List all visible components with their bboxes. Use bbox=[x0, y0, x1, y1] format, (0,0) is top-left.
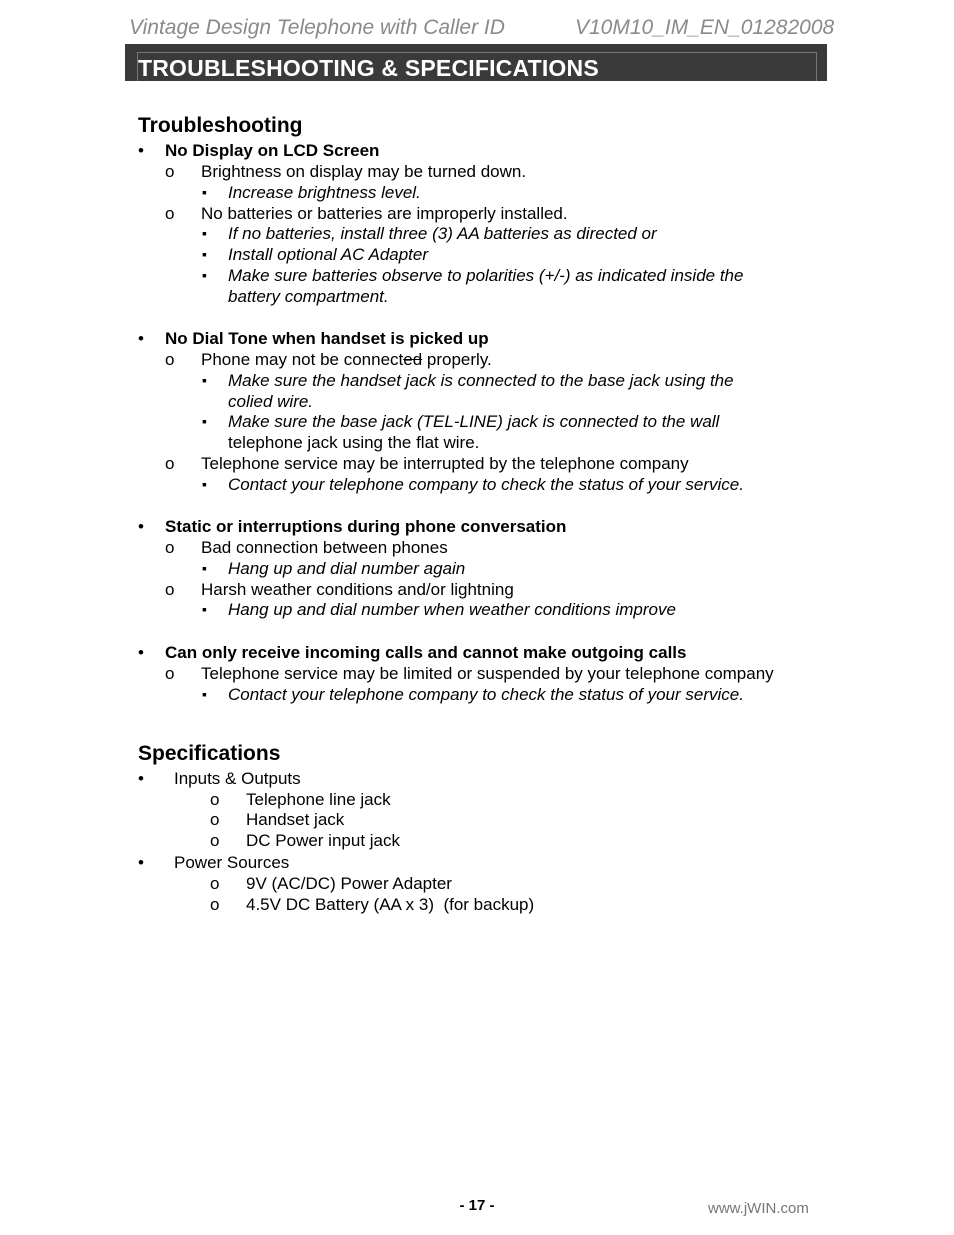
page-number: - 17 - bbox=[459, 1197, 495, 1214]
cause-text: Brightness on display may be turned down. bbox=[201, 162, 527, 181]
specifications-heading: Specifications bbox=[138, 742, 281, 765]
bullet-square bbox=[202, 558, 207, 581]
bullet-dot bbox=[138, 516, 144, 537]
issue-heading-static: Static or interruptions during phone conversation bbox=[165, 517, 567, 536]
solution-text: Hang up and dial number when weather conditions improve bbox=[228, 600, 676, 619]
solution-text: Increase brightness level. bbox=[228, 183, 421, 202]
spec-group-label: Power Sources bbox=[174, 853, 290, 872]
solution-text: Contact your telephone company to check the status of your service. bbox=[228, 475, 744, 494]
solution-text-continued: telephone jack using the flat wire. bbox=[228, 433, 480, 452]
spec-group-label: Inputs & Outputs bbox=[174, 769, 301, 788]
solution-text-continued: battery compartment. bbox=[228, 287, 389, 306]
bullet-circle bbox=[210, 789, 219, 810]
bullet-circle bbox=[165, 453, 174, 474]
spec-item: DC Power input jack bbox=[246, 831, 401, 850]
solution-text: Hang up and dial number again bbox=[228, 559, 466, 578]
running-header-title: Vintage Design Telephone with Caller ID bbox=[129, 16, 505, 39]
bullet-square bbox=[202, 370, 207, 393]
cause-text: Bad connection between phones bbox=[201, 538, 448, 557]
solution-text-continued: colied wire. bbox=[228, 392, 314, 411]
cause-text-part: properly. bbox=[422, 350, 492, 369]
struck-text: ed bbox=[403, 350, 423, 369]
issue-heading-no-display: No Display on LCD Screen bbox=[165, 141, 380, 160]
cause-text: Telephone service may be interrupted by the telephone company bbox=[201, 454, 689, 473]
bullet-square bbox=[202, 599, 207, 622]
section-banner bbox=[125, 44, 827, 81]
bullet-circle bbox=[165, 161, 174, 182]
running-header-doc-code: V10M10_IM_EN_01282008 bbox=[575, 16, 835, 39]
bullet-circle bbox=[210, 830, 219, 851]
solution-text: Make sure batteries observe to polarities (+/-) as indicated inside the bbox=[228, 266, 744, 285]
footer-url: www.jWIN.com bbox=[708, 1200, 809, 1217]
bullet-dot bbox=[138, 642, 144, 663]
bullet-circle bbox=[165, 579, 174, 600]
bullet-circle bbox=[210, 894, 219, 915]
bullet-dot bbox=[138, 768, 144, 789]
bullet-circle bbox=[165, 663, 174, 684]
spec-item: 4.5V DC Battery (AA x 3) (for backup) bbox=[246, 895, 535, 914]
bullet-circle bbox=[165, 349, 174, 370]
cause-text: Harsh weather conditions and/or lightning bbox=[201, 580, 514, 599]
bullet-square bbox=[202, 244, 207, 267]
bullet-square bbox=[202, 265, 207, 288]
solution-text: Contact your telephone company to check the status of your service. bbox=[228, 685, 744, 704]
issue-heading-outgoing-calls: Can only receive incoming calls and cannot make outgoing calls bbox=[165, 643, 687, 662]
bullet-square bbox=[202, 411, 207, 434]
bullet-circle bbox=[165, 203, 174, 224]
solution-text: Make sure the base jack (TEL-LINE) jack is connected to the wall bbox=[228, 412, 720, 431]
spec-item: 9V (AC/DC) Power Adapter bbox=[246, 874, 452, 893]
spec-item: Handset jack bbox=[246, 810, 345, 829]
solution-text: Install optional AC Adapter bbox=[228, 245, 429, 264]
solution-text: If no batteries, install three (3) AA batteries as directed or bbox=[228, 224, 657, 243]
bullet-circle bbox=[210, 809, 219, 830]
bullet-circle bbox=[165, 537, 174, 558]
bullet-square bbox=[202, 474, 207, 497]
bullet-square bbox=[202, 182, 207, 205]
bullet-dot bbox=[138, 140, 144, 161]
bullet-square bbox=[202, 223, 207, 246]
banner-title: TROUBLESHOOTING & SPECIFICATIONS bbox=[138, 55, 599, 81]
cause-text: Telephone service may be limited or suspended by your telephone company bbox=[201, 664, 774, 683]
issue-heading-no-dial-tone: No Dial Tone when handset is picked up bbox=[165, 329, 489, 348]
bullet-square bbox=[202, 684, 207, 707]
cause-text: No batteries or batteries are improperly installed. bbox=[201, 204, 568, 223]
cause-text bbox=[201, 349, 492, 370]
cause-text-part: Phone may not be connect bbox=[201, 350, 404, 369]
bullet-dot bbox=[138, 328, 144, 349]
bullet-circle bbox=[210, 873, 219, 894]
spec-item: Telephone line jack bbox=[246, 790, 391, 809]
solution-text: Make sure the handset jack is connected to the base jack using the bbox=[228, 371, 734, 390]
troubleshooting-heading: Troubleshooting bbox=[138, 114, 303, 137]
bullet-dot bbox=[138, 852, 144, 873]
